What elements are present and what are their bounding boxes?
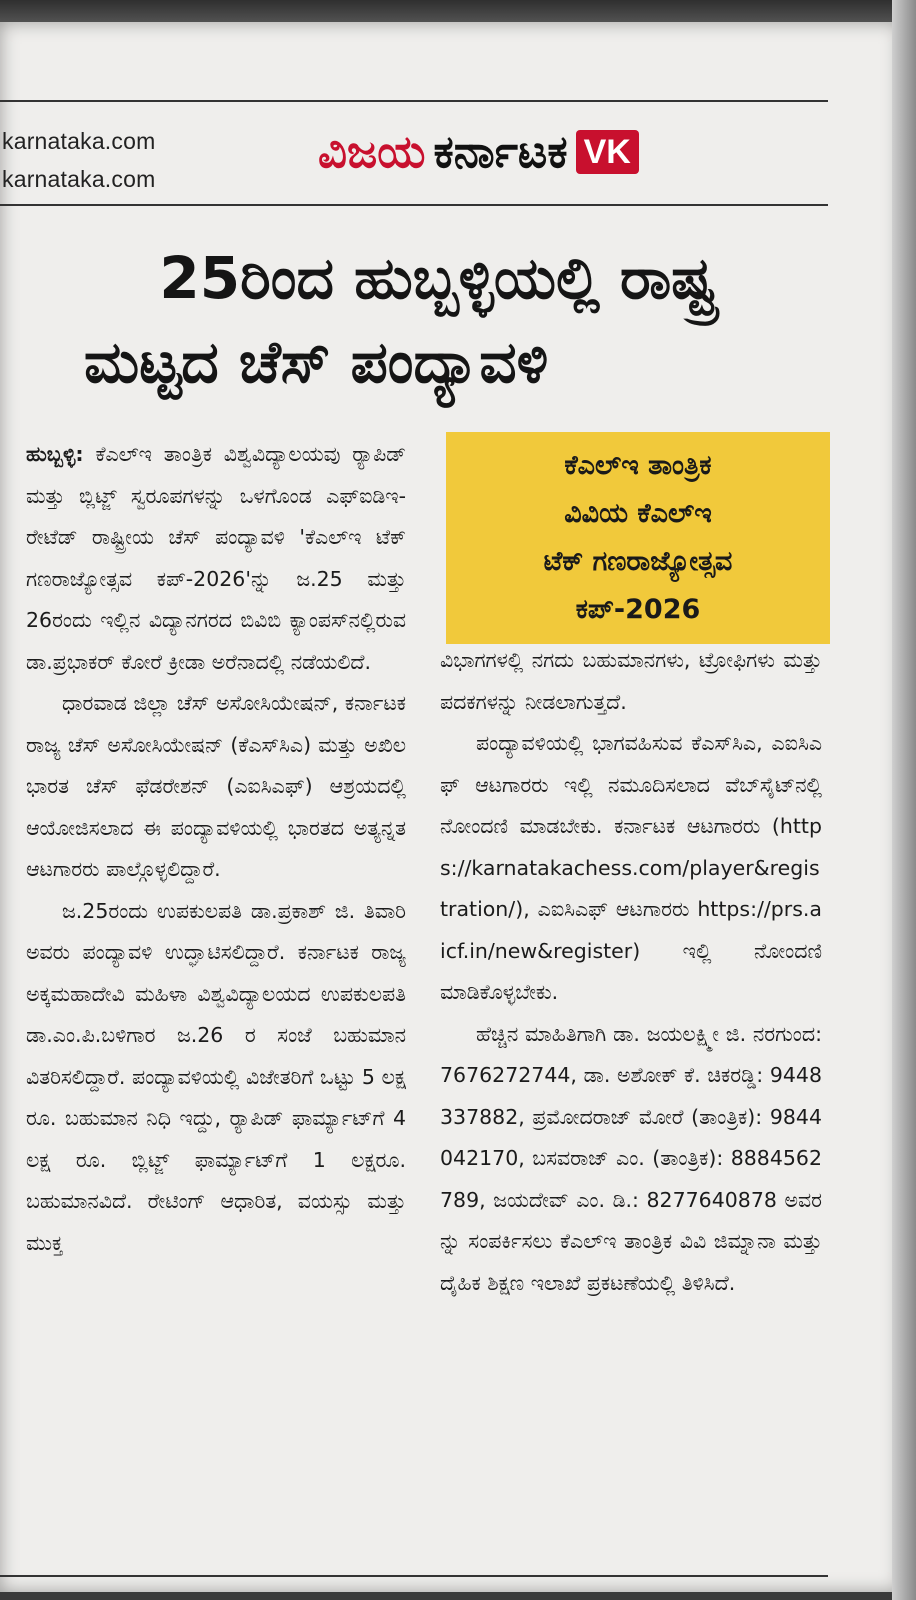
headline	[28, 236, 848, 404]
callout-line-3: ಟೆಕ್ ಗಣರಾಜ್ಯೋತ್ಸವ	[543, 546, 733, 577]
callout-line-1: ಕೆಎಲ್‌ಇ ತಾಂತ್ರಿಕ	[564, 450, 712, 481]
masthead-logo	[318, 122, 639, 182]
paragraph-5: ಪಂದ್ಯಾವಳಿಯಲ್ಲಿ ಭಾಗವಹಿಸುವ ಕೆಎಸ್‌ಸಿಎ, ಎಐಸಿಎಫ್ ಆಟಗಾರರು ಇಲ್ಲಿ ನಮೂದಿಸಲಾದ ವೆಬ್‌ಸೈಟ್‌ನಲ್ಲಿ ನೋಂದಣಿ ಮಾಡಬೇಕು. ಕರ್ನಾಟಕ ಆಟಗಾರರು (https://karnatakachess.com/player&registration/), ಎಐಸಿಎಫ್ ಆಟಗಾರರು https://prs.aicf.in/new&register) ಇಲ್ಲಿ ನೋಂದಣಿ ಮಾಡಿಕೊಳ್ಳಬೇಕು.	[440, 731, 822, 1004]
callout-line-4: ಕಪ್-2026	[575, 594, 701, 625]
masthead-rule	[0, 204, 828, 206]
paragraph-3: ಜ.25ರಂದು ಉಪಕುಲಪತಿ ಡಾ.ಪ್ರಕಾಶ್ ಜಿ. ತಿವಾರಿ ಅವರು ಪಂದ್ಯಾವಳಿ ಉದ್ಘಾಟಿಸಲಿದ್ದಾರೆ. ಕರ್ನಾಟಕ ರಾಜ್ಯ ಅಕ್ಕಮಹಾದೇವಿ ಮಹಿಳಾ ವಿಶ್ವವಿದ್ಯಾಲಯದ ಉಪಕುಲಪತಿ ಡಾ.ಎಂ.ಪಿ.ಬಳಿಗಾರ ಜ.26 ರ ಸಂಜೆ ಬಹುಮಾನ ವಿತರಿಸಲಿದ್ದಾರೆ. ಪಂದ್ಯಾವಳಿಯಲ್ಲಿ ವಿಜೇತರಿಗೆ ಒಟ್ಟು 5 ಲಕ್ಷ ರೂ. ಬಹುಮಾನ ನಿಧಿ ಇದ್ದು, ರ‍್ಯಾಪಿಡ್ ಫಾರ್ಮ್ಯಾಟ್‌ಗೆ 4 ಲಕ್ಷ ರೂ. ಬ್ಲಿಟ್ಜ್ ಫಾರ್ಮ್ಯಾಟ್‌ಗೆ 1 ಲಕ್ಷರೂ. ಬಹುಮಾನವಿದೆ. ರೇಟಿಂಗ್ ಆಧಾರಿತ, ವಯಸ್ಸು ಮತ್ತು ಮುಕ್ತ	[26, 898, 406, 1255]
paragraph-2: ಧಾರವಾಡ ಜಿಲ್ಲಾ ಚೆಸ್ ಅಸೋಸಿಯೇಷನ್, ಕರ್ನಾಟಕ ರಾಜ್ಯ ಚೆಸ್ ಅಸೋಸಿಯೇಷನ್ (ಕೆಎಸ್‌ಸಿಎ) ಮತ್ತು ಅಖಿಲ ಭಾರತ ಚೆಸ್ ಫೆಡರೇಶನ್ (ಎಐಸಿಎಫ್) ಆಶ್ರಯದಲ್ಲಿ ಆಯೋಜಿಸಲಾದ ಈ ಪಂದ್ಯಾವಳಿಯಲ್ಲಿ ಭಾರತದ ಅತ್ಯನ್ನತ ಆಟಗಾರರು ಪಾಲ್ಗೊಳ್ಳಲಿದ್ದಾರೆ.	[26, 691, 406, 881]
paragraph-1-text: ಕೆಎಲ್‌ಇ ತಾಂತ್ರಿಕ ವಿಶ್ವವಿದ್ಯಾಲಯವು ರ‍್ಯಾಪಿಡ್ ಮತ್ತು ಬ್ಲಿಟ್ಜ್ ಸ್ವರೂಪಗಳನ್ನು ಒಳಗೊಂಡ ಎಫ್‌ಐಡಿಇ-ರೇಟೆಡ್ ರಾಷ್ಟ್ರೀಯ ಚೆಸ್ ಪಂದ್ಯಾವಳಿ 'ಕೆಎಲ್‌ಇ ಟೆಕ್ ಗಣರಾಜ್ಯೋತ್ಸವ ಕಪ್-2026'ನ್ನು ಜ.25 ಮತ್ತು 26ರಂದು ಇಲ್ಲಿನ ವಿದ್ಯಾನಗರದ ಬಿವಿಬಿ ಕ್ಯಾಂಪಸ್‌ನಲ್ಲಿರುವ ಡಾ.ಪ್ರಭಾಕರ್ ಕೋರೆ ಕ್ರೀಡಾ ಅರೆನಾದಲ್ಲಿ ನಡೆಯಲಿದೆ.	[26, 442, 406, 674]
photo-background-right	[892, 0, 916, 1600]
article-column-2	[440, 640, 822, 1304]
site-url-line-1: karnataka.com	[2, 128, 156, 154]
article-column-1	[26, 434, 406, 1264]
callout-line-2: ವಿವಿಯ ಕೆಎಲ್‌ಇ	[564, 498, 712, 529]
headline-line-1: 25ರಿಂದ ಹುಬ್ಬಳ್ಳಿಯಲ್ಲಿ ರಾಷ್ಟ್ರ	[159, 244, 717, 312]
paragraph-6: ಹೆಚ್ಚಿನ ಮಾಹಿತಿಗಾಗಿ ಡಾ. ಜಯಲಕ್ಷ್ಮೀ ಜಿ. ನರಗುಂದ: 7676272744, ಡಾ. ಅಶೋಕ್ ಕೆ. ಚಿಕರಡ್ಡಿ: 9448337882, ಪ್ರಮೋದರಾಜ್ ಮೋರೆ (ತಾಂತ್ರಿಕ): 9844042170, ಬಸವರಾಜ್ ಎಂ. (ತಾಂತ್ರಿಕ): 8884562789, ಜಯದೇವ್ ಎಂ. ಡಿ.: 8277640878 ಅವರನ್ನು ಸಂಪರ್ಕಿಸಲು ಕೆಎಲ್‌ಇ ತಾಂತ್ರಿಕ ವಿವಿ ಜಿಮ್ನಾನಾ ಮತ್ತು ದೈಹಿಕ ಶಿಕ್ಷಣ ಇಲಾಖೆ ಪ್ರಕಟಣೆಯಲ್ಲಿ ತಿಳಿಸಿದೆ.	[440, 1021, 822, 1295]
paragraph-1	[26, 434, 406, 683]
callout-box	[446, 432, 830, 644]
paragraph-4: ವಿಭಾಗಗಳಲ್ಲಿ ನಗದು ಬಹುಮಾನಗಳು, ಟ್ರೋಫಿಗಳು ಮತ್ತು ಪದಕಗಳನ್ನು ನೀಡಲಾಗುತ್ತದೆ.	[440, 648, 822, 714]
bottom-rule	[0, 1575, 828, 1577]
headline-line-2: ಮಟ್ಟದ ಚೆಸ್ ಪಂದ್ಯಾವಳಿ	[84, 328, 549, 396]
site-url-line-2: karnataka.com	[2, 166, 156, 192]
masthead-black-word: ಕರ್ನಾಟಕ	[433, 125, 568, 178]
masthead-red-word: ವಿಜಯ	[318, 125, 426, 178]
dateline: ಹುಬ್ಬಳ್ಳಿ:	[26, 442, 84, 466]
masthead-badge: VK	[576, 130, 639, 174]
top-rule	[0, 100, 828, 102]
